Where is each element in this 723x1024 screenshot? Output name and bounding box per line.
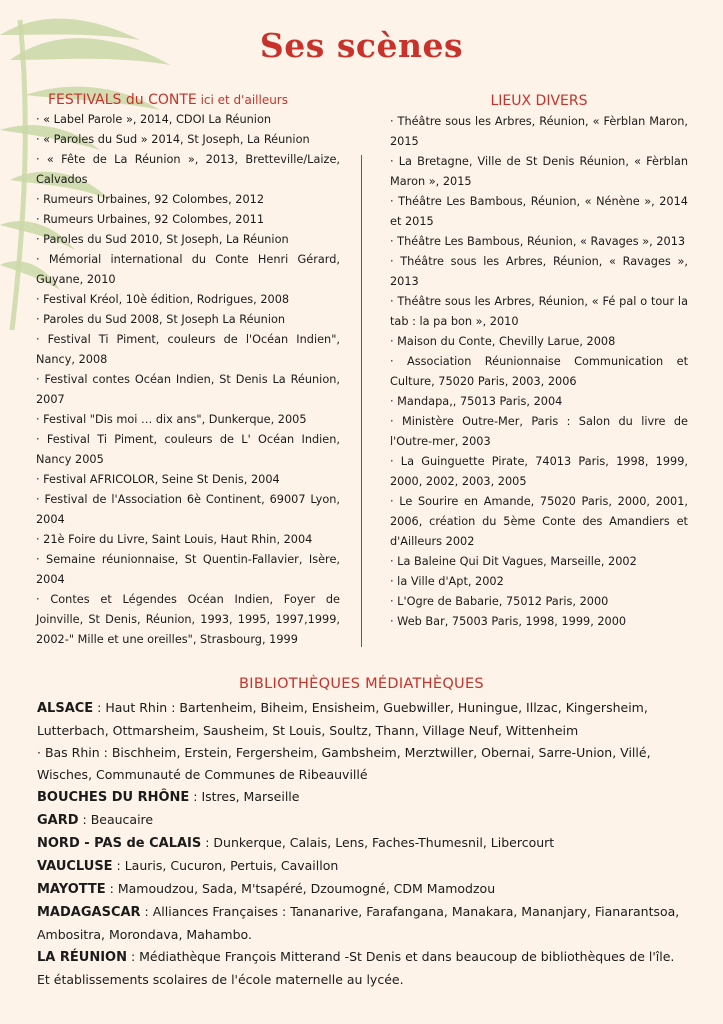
region-name: GARD bbox=[37, 813, 79, 828]
festivals-list bbox=[36, 110, 340, 650]
region-places: : Istres, Marseille bbox=[189, 789, 300, 804]
list-item: · « Paroles du Sud » 2014, St Joseph, La Réunion bbox=[36, 133, 310, 146]
region-places: : Haut Rhin : Bartenheim, Biheim, Ensisheim, Guebwiller, Huningue, Illzac, Kingersheim, Lutterbach, Ottmarsheim, Sausheim, St Louis, Soultz, Thann, Village Neuf, Wittenheim bbox=[37, 700, 648, 738]
list-item: · Paroles du Sud 2008, St Joseph La Réunion bbox=[36, 313, 286, 326]
bibliotheque-entry bbox=[37, 809, 689, 832]
list-item: · « Label Parole », 2014, CDOI La Réunion bbox=[36, 113, 272, 126]
list-item: · la Ville d'Apt, 2002 bbox=[390, 575, 504, 588]
list-item: · Festival "Dis moi … dix ans", Dunkerque, 2005 bbox=[36, 413, 307, 426]
list-item: · Festival Ti Piment, couleurs de L' Océan Indien, Nancy 2005 bbox=[36, 433, 340, 466]
list-item: · Association Réunionnaise Communication et Culture, 75020 Paris, 2003, 2006 bbox=[390, 355, 688, 388]
region-places: : Beaucaire bbox=[78, 812, 154, 827]
list-item: · Contes et Légendes Océan Indien, Foyer de Joinville, St Denis, Réunion, 1993, 1995, 1997,1999, 2002-" Mille et une oreilles", Strasbourg, 1999 bbox=[36, 593, 340, 646]
list-item: · Théâtre Les Bambous, Réunion, « Ravages », 2013 bbox=[390, 235, 686, 248]
list-item: · Mémorial international du Conte Henri Gérard, Guyane, 2010 bbox=[36, 253, 340, 286]
region-name: LA RÉUNION bbox=[37, 950, 127, 965]
bibliotheque-entry bbox=[37, 901, 689, 946]
list-item: · Festival Kréol, 10è édition, Rodrigues, 2008 bbox=[36, 293, 290, 306]
region-places: : Alliances Françaises : Tananarive, Farafangana, Manakara, Mananjary, Fianarantsoa, Ambositra, Morondava, Mahambo. bbox=[37, 904, 680, 942]
list-item: · Théâtre Les Bambous, Réunion, « Nénène », 2014 et 2015 bbox=[390, 195, 688, 228]
region-places: : Lauris, Cucuron, Pertuis, Cavaillon bbox=[112, 858, 339, 873]
region-places: : Mamoudzou, Sada, M'tsapéré, Dzoumogné, CDM Mamodzou bbox=[105, 881, 496, 896]
list-item: · La Baleine Qui Dit Vagues, Marseille, 2002 bbox=[390, 555, 637, 568]
region-name: VAUCLUSE bbox=[37, 859, 113, 874]
bibliotheque-entry bbox=[37, 742, 689, 786]
bibliotheques-heading: BIBLIOTHÈQUES MÉDIATHÈQUES bbox=[239, 676, 484, 692]
region-name: BOUCHES DU RHÔNE bbox=[37, 790, 190, 805]
list-item: · La Bretagne, Ville de St Denis Réunion, « Fèrblan Maron », 2015 bbox=[390, 155, 688, 188]
region-name: NORD - PAS de CALAIS bbox=[37, 836, 202, 851]
region-places: : Dunkerque, Calais, Lens, Faches-Thumesnil, Libercourt bbox=[201, 835, 555, 850]
list-item: · Paroles du Sud 2010, St Joseph, La Réunion bbox=[36, 233, 289, 246]
region-name: MADAGASCAR bbox=[37, 905, 141, 920]
list-item: · « Fête de La Réunion », 2013, Bretteville/Laize, Calvados bbox=[36, 153, 340, 186]
region-name: ALSACE bbox=[37, 701, 94, 716]
lieux-list bbox=[390, 112, 688, 632]
list-item: · Rumeurs Urbaines, 92 Colombes, 2011 bbox=[36, 213, 265, 226]
festivals-heading bbox=[36, 90, 340, 110]
list-item: · Semaine réunionnaise, St Quentin-Fallavier, Isère, 2004 bbox=[36, 553, 340, 586]
list-item: · La Guinguette Pirate, 74013 Paris, 1998, 1999, 2000, 2002, 2003, 2005 bbox=[390, 455, 688, 488]
bibliotheque-entry bbox=[37, 697, 689, 742]
festivals-heading-sub: ici et d'ailleurs bbox=[196, 93, 288, 107]
column-divider bbox=[361, 155, 362, 647]
bibliotheque-entry bbox=[37, 855, 689, 878]
region-places: : Médiathèque François Mitterand -St Denis et dans beaucoup de bibliothèques de l'île. Et établissements scolaires de l'école maternelle au lycée. bbox=[37, 949, 675, 987]
bibliotheque-entry bbox=[37, 832, 689, 855]
list-item: · Maison du Conte, Chevilly Larue, 2008 bbox=[390, 335, 616, 348]
list-item: · Festival de l'Association 6è Continent, 69007 Lyon, 2004 bbox=[36, 493, 340, 526]
bibliotheque-entry bbox=[37, 786, 689, 809]
list-item: · Théâtre sous les Arbres, Réunion, « Fèrblan Maron, 2015 bbox=[390, 115, 688, 148]
bibliotheques-list bbox=[37, 697, 689, 991]
list-item: · Web Bar, 75003 Paris, 1998, 1999, 2000 bbox=[390, 615, 627, 628]
list-item: · Ministère Outre-Mer, Paris : Salon du livre de l'Outre-mer, 2003 bbox=[390, 415, 688, 448]
bibliotheque-entry bbox=[37, 878, 689, 901]
region-name: MAYOTTE bbox=[37, 882, 106, 897]
list-item: · Mandapa,, 75013 Paris, 2004 bbox=[390, 395, 563, 408]
list-item: · Le Sourire en Amande, 75020 Paris, 2000, 2001, 2006, création du 5ème Conte des Amandiers et d'Ailleurs 2002 bbox=[390, 495, 688, 548]
list-item: · Théâtre sous les Arbres, Réunion, « Ravages », 2013 bbox=[390, 255, 688, 288]
lieux-column bbox=[390, 90, 688, 632]
list-item: · Théâtre sous les Arbres, Réunion, « Fé pal o tour la tab : la pa bon », 2010 bbox=[390, 295, 688, 328]
region-places: · Bas Rhin : Bischheim, Erstein, Fergersheim, Gambsheim, Merztwiller, Obernai, Sarre-Union, Villé, Wisches, Communauté de Communes de Ribeauvillé bbox=[37, 745, 651, 782]
list-item: · Festival contes Océan Indien, St Denis La Réunion, 2007 bbox=[36, 373, 340, 406]
list-item: · 21è Foire du Livre, Saint Louis, Haut Rhin, 2004 bbox=[36, 533, 313, 546]
festivals-column bbox=[36, 90, 340, 650]
list-item: · L'Ogre de Babarie, 75012 Paris, 2000 bbox=[390, 595, 609, 608]
list-item: · Rumeurs Urbaines, 92 Colombes, 2012 bbox=[36, 193, 265, 206]
list-item: · Festival Ti Piment, couleurs de l'Océan Indien", Nancy, 2008 bbox=[36, 333, 340, 366]
list-item: · Festival AFRICOLOR, Seine St Denis, 2004 bbox=[36, 473, 280, 486]
festivals-heading-main: FESTIVALS du CONTE bbox=[48, 92, 197, 108]
lieux-heading: LIEUX DIVERS bbox=[490, 93, 588, 109]
bibliotheque-entry bbox=[37, 946, 689, 991]
page-title: Ses scènes bbox=[259, 26, 464, 65]
